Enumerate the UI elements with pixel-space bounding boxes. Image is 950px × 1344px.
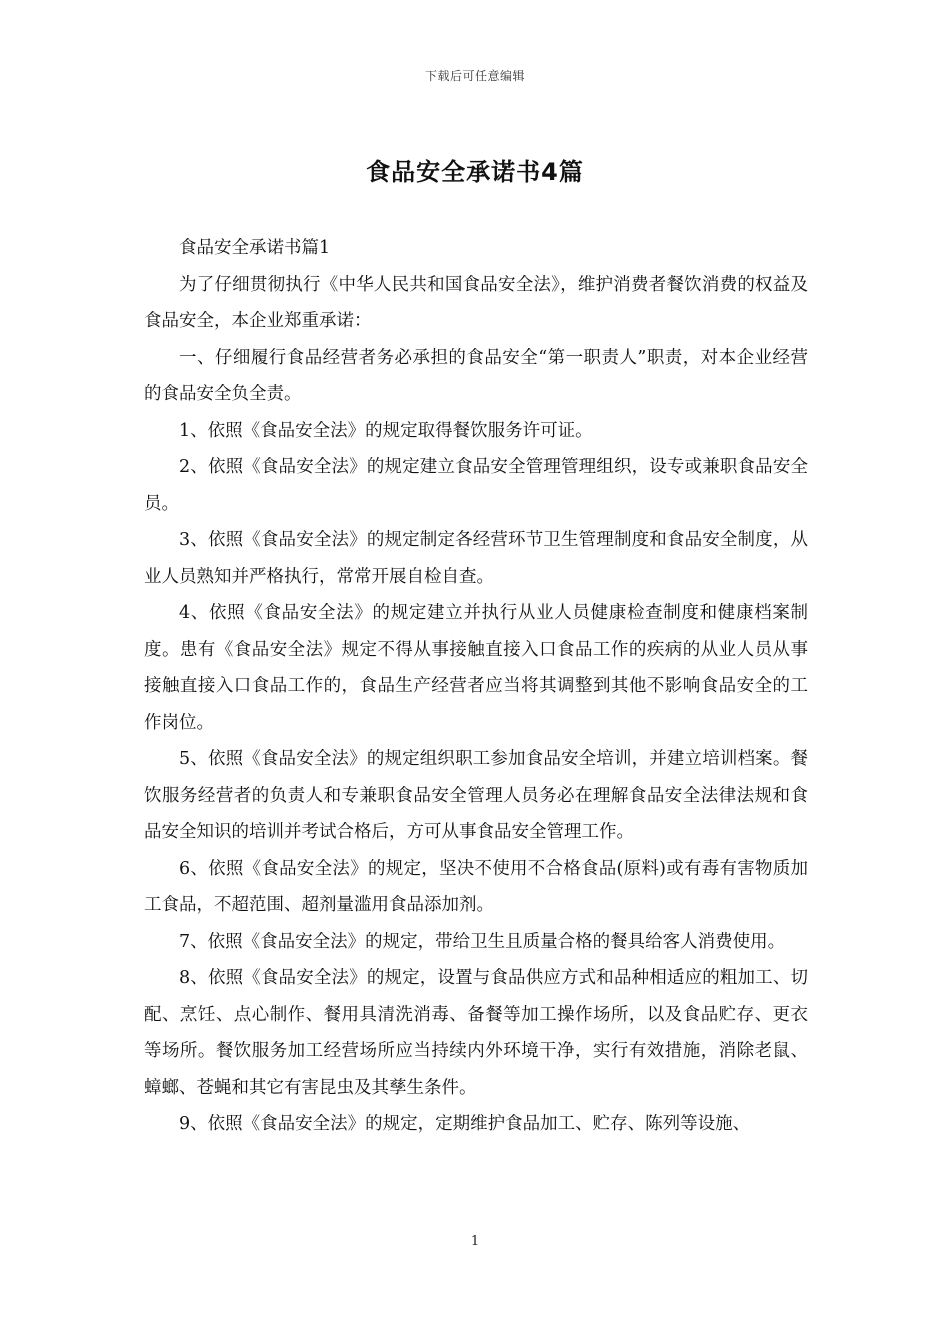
paragraph: 2、依照《食品安全法》的规定建立食品安全管理管理组织，设专或兼职食品安全员。	[144, 457, 808, 514]
document-body	[144, 230, 808, 1143]
paragraph: 3、依照《食品安全法》的规定制定各经营环节卫生管理制度和食品安全制度，从业人员熟知并严格执行，常常开展自检自查。	[144, 530, 808, 587]
paragraph: 为了仔细贯彻执行《中华人民共和国食品安全法》，维护消费者餐饮消费的权益及食品安全，本企业郑重承诺：	[144, 274, 808, 331]
paragraph: 1、依照《食品安全法》的规定取得餐饮服务许可证。	[179, 420, 593, 441]
paragraph: 5、依照《食品安全法》的规定组织职工参加食品安全培训，并建立培训档案。餐饮服务经营者的负责人和专兼职食品安全管理人员务必在理解食品安全法律法规和食品安全知识的培训并考试合格后，方可从事食品安全管理工作。	[144, 749, 808, 842]
paragraph: 9、依照《食品安全法》的规定，定期维护食品加工、贮存、陈列等设施、	[179, 1114, 751, 1134]
paragraph: 4、依照《食品安全法》的规定建立并执行从业人员健康检查制度和健康档案制度。患有《食品安全法》规定不得从事接触直接入口食品工作的疾病的从业人员从事接触直接入口食品工作的，食品生产经营者应当将其调整到其他不影响食品安全的工作岗位。	[144, 603, 808, 733]
paragraph: 6、依照《食品安全法》的规定，坚决不使用不合格食品(原料)或有毒有害物质加工食品，不超范围、超剂量滥用食品添加剂。	[144, 858, 808, 915]
paragraph: 7、依照《食品安全法》的规定，带给卫生且质量合格的餐具给客人消费使用。	[179, 931, 786, 952]
document-title: 食品安全承诺书4篇	[366, 158, 584, 186]
section-heading: 食品安全承诺书篇1	[179, 238, 331, 258]
paragraph: 8、依照《食品安全法》的规定，设置与食品供应方式和品种相适应的粗加工、切配、烹饪、点心制作、餐用具清洗消毒、备餐等加工操作场所，以及食品贮存、更衣等场所。餐饮服务加工经营场所应当持续内外环境干净，实行有效措施，消除老鼠、蟑螂、苍蝇和其它有害昆虫及其孳生条件。	[144, 968, 808, 1098]
page-number: 1	[470, 1234, 480, 1249]
header-note: 下载后可任意编辑	[424, 69, 525, 83]
paragraph: 一、仔细履行食品经营者务必承担的食品安全“第一职责人”职责，对本企业经营的食品安全负全责。	[144, 347, 808, 404]
